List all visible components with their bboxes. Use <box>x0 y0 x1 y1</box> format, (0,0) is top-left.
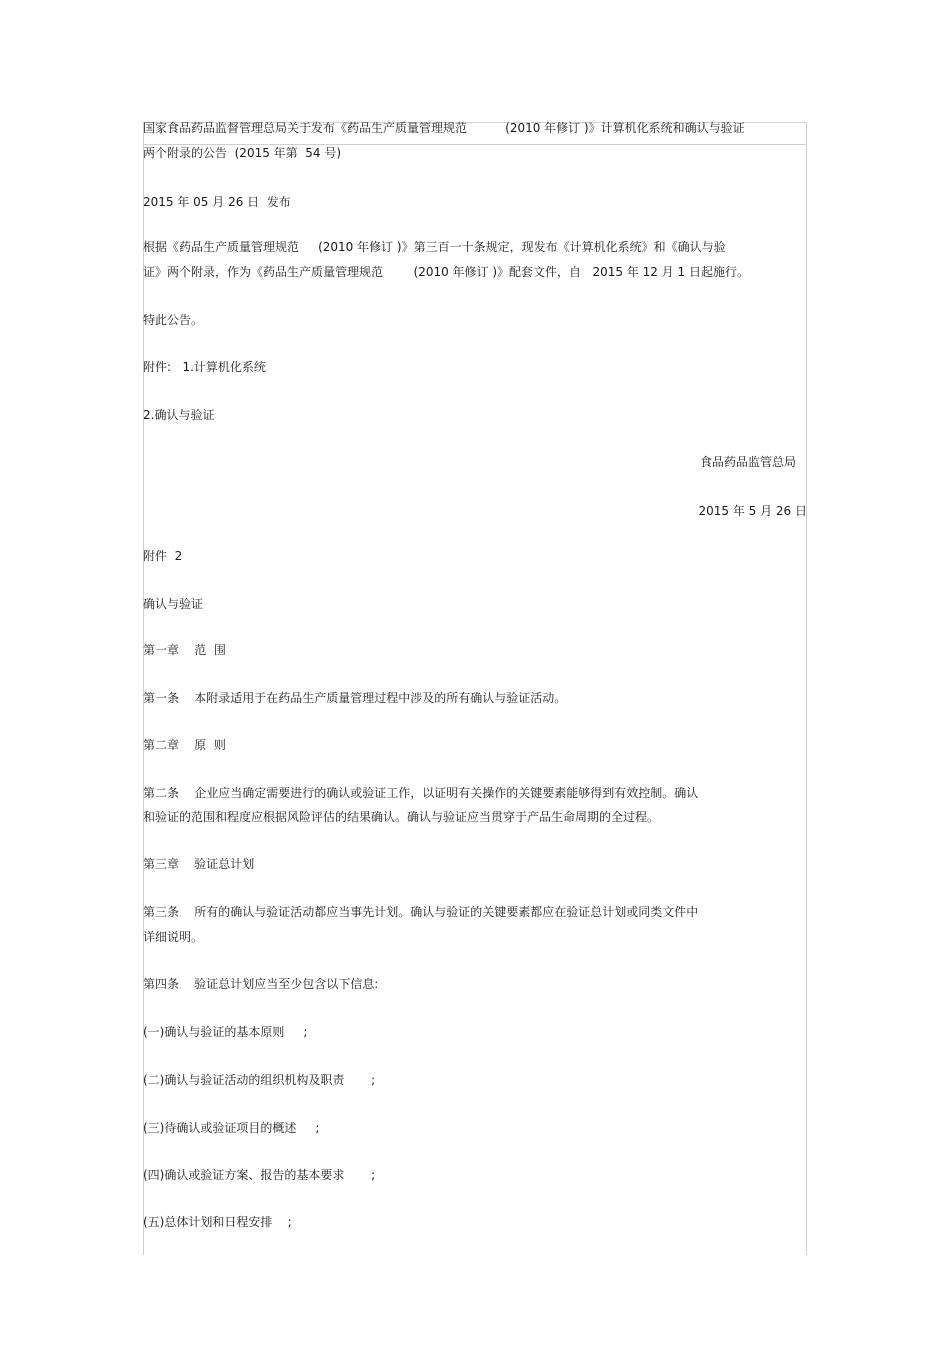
article-2-line-2: 和验证的范围和程度应根据风险评估的结果确认。确认与验证应当贯穿于产品生命周期的全过程。 <box>143 810 660 824</box>
article-4: 第四条 验证总计划应当至少包含以下信息: <box>143 977 379 991</box>
title-line-1: 国家食品药品监督管理总局关于发布《药品生产质量管理规范 (2010 年修订 )》计算机化系统和确认与验证 <box>143 121 745 135</box>
chapter-2-heading: 第二章 原 则 <box>143 738 226 752</box>
attachment-2: 2.确认与验证 <box>143 408 215 422</box>
list-item: (四)确认或验证方案、报告的基本要求 ; <box>143 1168 376 1182</box>
announcement-body-line-1: 根据《药品生产质量管理规范 (2010 年修订 )》第三百一十条规定，现发布《计算机化系统》和《确认与验 <box>143 240 726 254</box>
announcement-body-line-2: 证》两个附录，作为《药品生产质量管理规范 (2010 年修订 )》配套文件，自 2015 年 12 月 1 日起施行。 <box>143 265 750 279</box>
title-line-2: 两个附录的公告 (2015 年第 54 号) <box>143 146 342 160</box>
chapter-1-heading: 第一章 范 围 <box>143 643 226 657</box>
chapter-3-heading: 第三章 验证总计划 <box>143 857 255 871</box>
article-1: 第一条 本附录适用于在药品生产质量管理过程中涉及的所有确认与验证活动。 <box>143 691 567 705</box>
article-3-line-2: 详细说明。 <box>143 930 204 944</box>
frame-right-line <box>806 122 807 1255</box>
attachment-1: 附件: 1.计算机化系统 <box>143 360 266 374</box>
list-item: (三)待确认或验证项目的概述 ; <box>143 1121 320 1135</box>
list-item: (一)确认与验证的基本原则 ; <box>143 1025 308 1039</box>
list-item: (二)确认与验证活动的组织机构及职责 ; <box>143 1073 376 1087</box>
article-2-line-1: 第二条 企业应当确定需要进行的确认或验证工作，以证明有关操作的关键要素能够得到有效控制。确认 <box>143 786 699 800</box>
appendix-title: 确认与验证 <box>143 597 204 611</box>
article-3-line-1: 第三条 所有的确认与验证活动都应当事先计划。确认与验证的关键要素都应在验证总计划或同类文件中 <box>143 905 699 919</box>
issuer-name: 食品药品监管总局 <box>699 455 796 469</box>
publish-date: 2015 年 05 月 26 日 发布 <box>143 195 291 209</box>
announcement-closing: 特此公告。 <box>143 313 204 327</box>
list-item: (五)总体计划和日程安排 ; <box>143 1215 292 1229</box>
sign-date: 2015 年 5 月 26 日 <box>698 504 807 518</box>
appendix-label: 附件 2 <box>143 549 183 563</box>
